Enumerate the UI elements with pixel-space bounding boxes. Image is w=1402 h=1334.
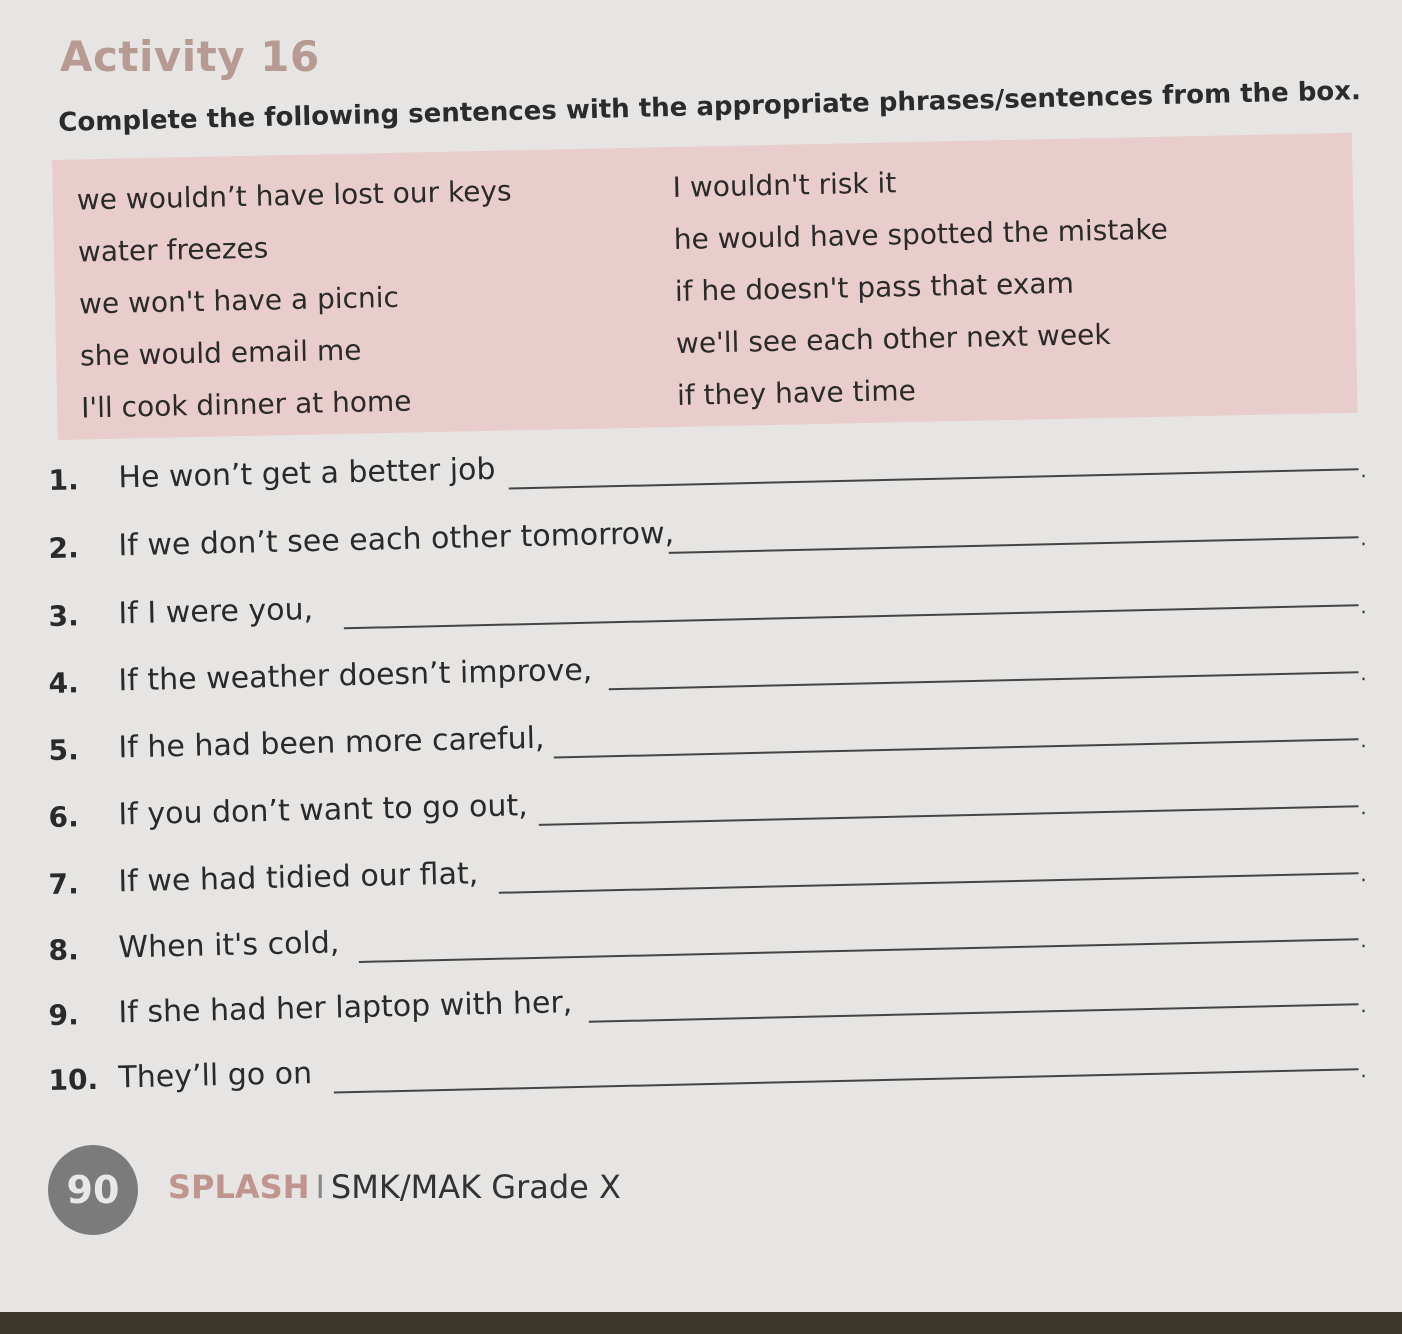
item-number: 5.: [48, 733, 80, 767]
box-phrase: water freezes: [77, 231, 269, 269]
item-number: 2.: [48, 531, 80, 565]
end-mark: .: [1359, 795, 1367, 820]
brand-name: SPLASH: [168, 1168, 310, 1206]
item-stem: When it's cold,: [118, 925, 340, 966]
item-number: 3.: [48, 599, 80, 633]
end-mark: .: [1359, 661, 1367, 686]
answer-line[interactable]: [669, 536, 1359, 554]
exercise-item: [48, 765, 1379, 843]
answer-line[interactable]: [499, 872, 1359, 894]
item-number: 4.: [48, 666, 80, 700]
item-stem: If we don’t see each other tomorrow,: [118, 515, 675, 564]
exercise-item: [48, 963, 1379, 1041]
end-mark: .: [1359, 458, 1367, 483]
item-stem: If the weather doesn’t improve,: [118, 652, 593, 699]
exercise-item: [48, 1028, 1379, 1106]
activity-title: Activity 16: [60, 32, 320, 81]
exercise-item: [48, 428, 1379, 506]
exercise-item: [48, 898, 1379, 976]
end-mark: .: [1359, 1058, 1367, 1083]
box-phrase: if he doesn't pass that exam: [674, 266, 1075, 308]
answer-line[interactable]: [609, 671, 1359, 690]
phrase-box: [52, 133, 1358, 440]
item-number: 9.: [48, 998, 80, 1032]
end-mark: .: [1359, 594, 1367, 619]
item-number: 7.: [48, 867, 80, 901]
answer-line[interactable]: [334, 1068, 1359, 1093]
item-stem: If we had tidied our flat,: [118, 856, 479, 900]
item-stem: If she had her laptop with her,: [118, 985, 573, 1031]
answer-line[interactable]: [554, 738, 1359, 758]
footer-text: [168, 1168, 621, 1206]
exercise-item: [48, 496, 1379, 574]
exercise-item: [48, 698, 1379, 776]
box-phrase: if they have time: [676, 373, 917, 412]
answer-line[interactable]: [589, 1003, 1359, 1022]
answer-line[interactable]: [344, 604, 1359, 629]
instruction-text: Complete the following sentences with the appropriate phrases/sentences from the box.: [58, 76, 1362, 138]
answer-line[interactable]: [509, 468, 1359, 489]
end-mark: .: [1359, 928, 1367, 953]
item-number: 10.: [48, 1062, 99, 1097]
end-mark: .: [1359, 526, 1367, 551]
item-stem: If I were you,: [118, 591, 314, 632]
box-phrase: she would email me: [79, 333, 362, 373]
footer-subtitle: SMK/MAK Grade X: [330, 1168, 621, 1206]
box-phrase: I wouldn't risk it: [672, 166, 897, 205]
exercise-item: [48, 832, 1379, 910]
item-number: 8.: [48, 933, 80, 967]
box-phrase: I'll cook dinner at home: [80, 384, 412, 425]
item-stem: He won’t get a better job: [118, 451, 496, 496]
box-phrase: we wouldn’t have lost our keys: [76, 174, 512, 217]
end-mark: .: [1359, 862, 1367, 887]
item-number: 1.: [48, 463, 80, 497]
item-number: 6.: [48, 800, 80, 834]
box-phrase: he would have spotted the mistake: [673, 212, 1169, 256]
answer-line[interactable]: [539, 805, 1359, 826]
item-stem: They’ll go on: [118, 1056, 313, 1096]
box-phrase: we won't have a picnic: [78, 280, 400, 321]
answer-line[interactable]: [359, 938, 1359, 963]
end-mark: .: [1359, 728, 1367, 753]
item-stem: If you don’t want to go out,: [118, 788, 529, 833]
page-number-badge: 90: [48, 1145, 138, 1235]
background-surface: [0, 1312, 1402, 1334]
item-stem: If he had been more careful,: [118, 720, 545, 766]
footer-separator: I: [315, 1168, 325, 1206]
exercise-item: [48, 564, 1379, 642]
end-mark: .: [1359, 993, 1367, 1018]
box-phrase: we'll see each other next week: [675, 317, 1111, 360]
exercise-item: [48, 631, 1379, 709]
